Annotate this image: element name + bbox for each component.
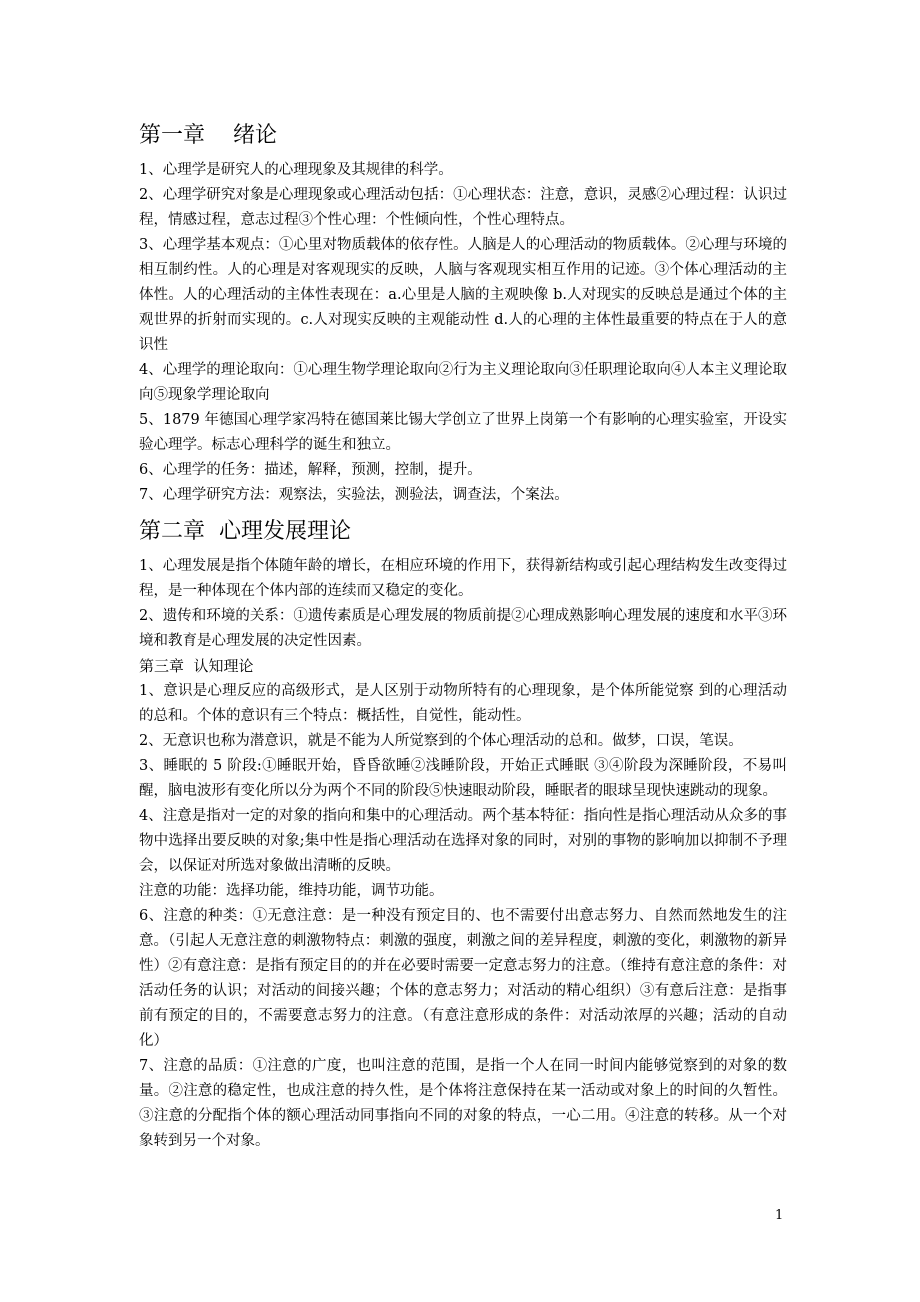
chapter-3-title: 第三章 认知理论 — [139, 657, 254, 675]
chapter-2-title: 第二章 心理发展理论 — [139, 519, 351, 544]
document-body — [139, 120, 787, 1154]
paragraph: 3、心理学基本观点：①心里对物质载体的依存性。人脑是人的心理活动的物质载体。②心理与环境的相互制约性。人的心理是对客观现实的反映，人脑与客观现实相互作用的记迹。③个体心理活动的主体性。人的心理活动的主体性表现在：a.心里是人脑的主观映像 b.人对现实的反映总是通过个体的主观世界的折射而实现的。c.人对现实反映的主观能动性 d.人的心理的主体性最重要的特点在于人的意识性 — [139, 237, 787, 353]
paragraph: 5、1879 年德国心理学家冯特在德国莱比锡大学创立了世界上岗第一个有影响的心理实验室，开设实验心理学。标志心理科学的诞生和独立。 — [139, 412, 787, 453]
paragraph: 2、无意识也称为潜意识，就是不能为人所觉察到的个体心理活动的总和。做梦，口误，笔误。 — [139, 733, 743, 749]
paragraph: 1、心理学是研究人的心理现象及其规律的科学。 — [139, 162, 453, 178]
paragraph: 1、心理发展是指个体随年龄的增长，在相应环境的作用下，获得新结构或引起心理结构发生改变得过程，是一种体现在个体内部的连续而又稳定的变化。 — [139, 558, 787, 599]
paragraph: 2、心理学研究对象是心理现象或心理活动包括：①心理状态：注意，意识，灵感②心理过程：认识过程，情感过程，意志过程③个性心理：个性倾向性，个性心理特点。 — [139, 187, 787, 228]
paragraph: 2、遗传和环境的关系：①遗传素质是心理发展的物质前提②心理成熟影响心理发展的速度和水平③环境和教育是心理发展的决定性因素。 — [139, 608, 787, 649]
paragraph: 1、意识是心理反应的高级形式，是人区别于动物所特有的心理现象，是个体所能觉察 到的心理活动的总和。个体的意识有三个特点：概括性，自觉性，能动性。 — [139, 683, 787, 724]
paragraph: 7、心理学研究方法：观察法，实验法，测验法，调查法，个案法。 — [139, 487, 569, 503]
page-number: 1 — [775, 1208, 784, 1223]
paragraph: 4、注意是指对一定的对象的指向和集中的心理活动。两个基本特征：指向性是指心理活动从众多的事物中选择出要反映的对象;集中性是指心理活动在选择对象的同时，对别的事物的影响加以抑制不予理会，以保证对所选对象做出清晰的反映。 — [139, 808, 787, 874]
paragraph: 6、注意的种类：①无意注意：是一种没有预定目的、也不需要付出意志努力、自然而然地发生的注意。（引起人无意注意的刺激物特点：刺激的强度，刺激之间的差异程度，刺激的变化，刺激物的新异性）②有意注意：是指有预定目的的并在必要时需要一定意志努力的注意。（维持有意注意的条件：对活动任务的认识；对活动的间接兴趣；个体的意志努力；对活动的精心组织）③有意后注意：是指事前有预定的目的，不需要意志努力的注意。（有意注意形成的条件：对活动浓厚的兴趣；活动的自动化） — [139, 908, 787, 1049]
paragraph: 6、心理学的任务：描述，解释，预测，控制，提升。 — [139, 462, 482, 478]
paragraph: 4、心理学的理论取向：①心理生物学理论取向②行为主义理论取向③任职理论取向④人本主义理论取向⑤现象学理论取向 — [139, 362, 787, 403]
paragraph: 注意的功能：选择功能，维持功能，调节功能。 — [139, 883, 444, 899]
chapter-1-title: 第一章 绪论 — [139, 123, 277, 148]
paragraph: 3、睡眠的 5 阶段:①睡眠开始，昏昏欲睡②浅睡阶段，开始正式睡眠 ③④阶段为深睡阶段，不易叫醒，脑电波形有变化所以分为两个不同的阶段⑤快速眼动阶段，睡眠者的眼球呈现快速跳动的现象。 — [139, 758, 787, 799]
paragraph: 7、注意的品质：①注意的广度，也叫注意的范围，是指一个人在同一时间内能够觉察到的对象的数量。②注意的稳定性，也成注意的持久性，是个体将注意保持在某一活动或对象上的时间的久暂性。③注意的分配指个体的额心理活动同事指向不同的对象的特点，一心二用。④注意的转移。从一个对象转到另一个对象。 — [139, 1058, 787, 1149]
